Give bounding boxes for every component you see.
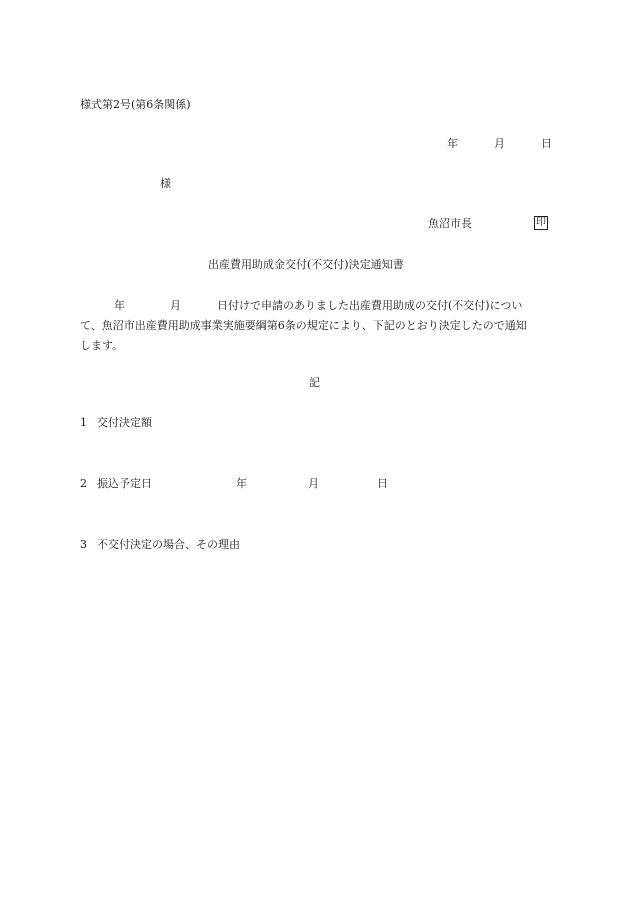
sender-title: 魚沼市長 [428, 217, 472, 230]
item-number: 1 [80, 416, 87, 429]
item-number: 2 [80, 477, 87, 490]
item-number: 3 [80, 538, 87, 551]
item-non-grant-reason [80, 539, 240, 550]
notice-body-line-3: します。 [80, 339, 124, 352]
date-day-label: 日 [541, 137, 552, 150]
transfer-day-label: 日 [377, 477, 388, 490]
notice-body-line-2: て、魚沼市出産費用助成事業実施要綱第6条の規定により、下記のとおり決定したので通知 [80, 319, 527, 332]
transfer-year-label: 年 [236, 477, 247, 490]
body-year-label: 年 [114, 299, 125, 312]
item-label: 交付決定額 [97, 416, 152, 429]
body-line1-text: 日付けで申請のありました出産費用助成の交付(不交付)につい [217, 299, 523, 312]
date-year-label: 年 [447, 137, 458, 150]
ki-heading: 記 [309, 376, 320, 389]
addressee-honorific: 様 [160, 177, 171, 190]
seal-stamp: 印 [536, 217, 546, 228]
transfer-month-label: 月 [308, 477, 319, 490]
date-month-label: 月 [494, 137, 505, 150]
notice-body [80, 296, 552, 356]
body-month-label: 月 [170, 299, 181, 312]
item-label: 振込予定日 [97, 477, 152, 490]
item-transfer-date [80, 478, 152, 489]
form-number: 様式第2号(第6条関係) [80, 98, 191, 111]
notice-body-line-1 [80, 296, 552, 316]
item-grant-amount [80, 417, 152, 428]
document-title: 出産費用助成金交付(不交付)決定通知書 [208, 258, 404, 271]
item-label: 不交付決定の場合、その理由 [97, 538, 240, 551]
